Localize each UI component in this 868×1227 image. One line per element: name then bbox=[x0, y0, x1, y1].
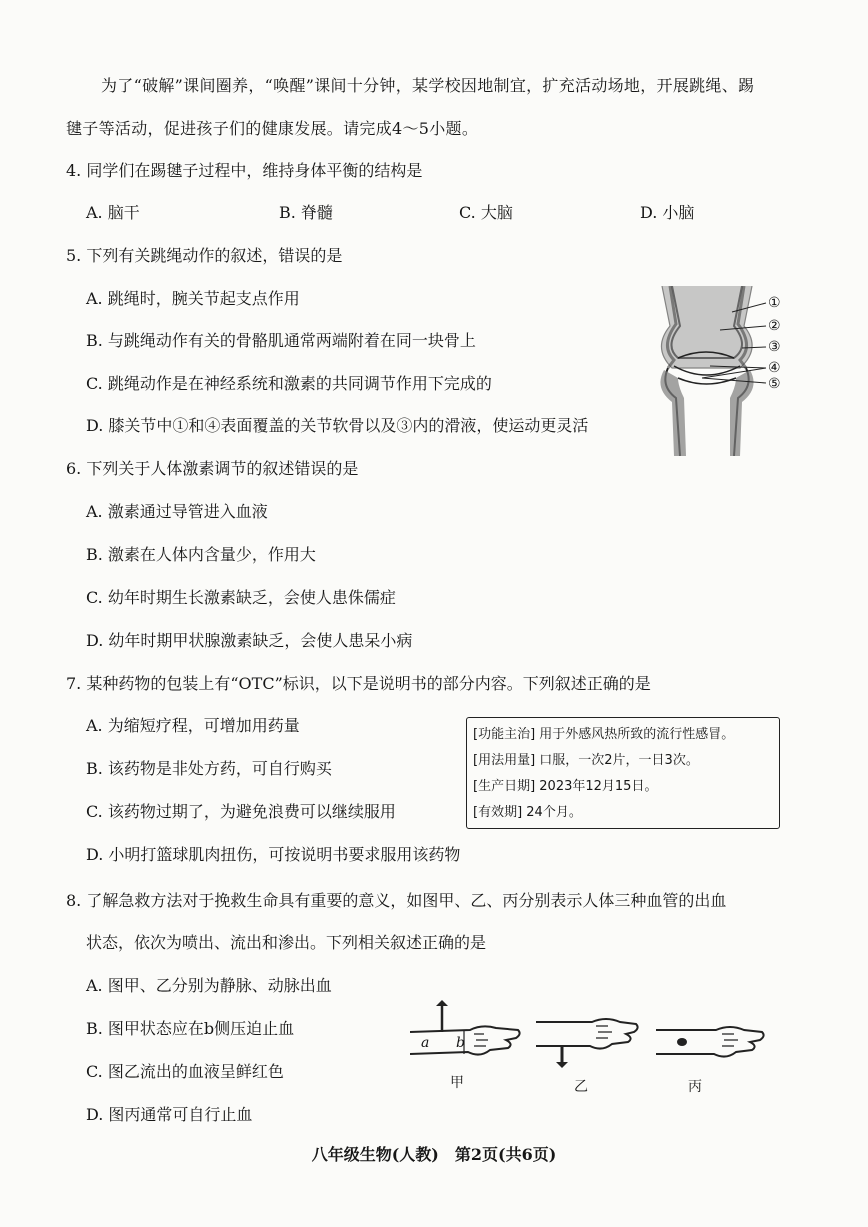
q6-option-c: C. 幼年时期生长激素缺乏，会使人患侏儒症 bbox=[86, 588, 396, 607]
question-8-stem-line-1: 8. 了解急救方法对于挽救生命具有重要的意义，如图甲、乙、丙分别表示人体三种血管的出血 bbox=[66, 891, 727, 910]
q5-option-a: A. 跳绳时，腕关节起支点作用 bbox=[86, 289, 300, 308]
arm-figure-bing bbox=[656, 1018, 768, 1068]
q6-option-d: D. 幼年时期甲状腺激素缺乏，会使人患呆小病 bbox=[86, 631, 413, 650]
q7-option-b: B. 该药物是非处方药，可自行购买 bbox=[86, 759, 332, 778]
medicine-label-box bbox=[466, 717, 780, 829]
question-4-stem: 4. 同学们在踢毽子过程中，维持身体平衡的结构是 bbox=[66, 161, 423, 180]
intro-line-2: 毽子等活动，促进孩子们的健康发展。请完成4～5小题。 bbox=[66, 119, 479, 138]
q6-option-b: B. 激素在人体内含量少，作用大 bbox=[86, 545, 316, 564]
label-line-dosage: [用法用量] 口服，一次2片，一日3次。 bbox=[473, 753, 699, 768]
q5-option-c: C. 跳绳动作是在神经系统和激素的共同调节作用下完成的 bbox=[86, 374, 492, 393]
label-line-production-date: [生产日期] 2023年12月15日。 bbox=[473, 779, 658, 794]
point-label-a: a bbox=[421, 1035, 430, 1051]
q8-option-c: C. 图乙流出的血液呈鲜红色 bbox=[86, 1062, 284, 1081]
q7-option-a: A. 为缩短疗程，可增加用药量 bbox=[86, 716, 300, 735]
q8-option-a: A. 图甲、乙分别为静脉、动脉出血 bbox=[86, 976, 332, 995]
knee-label-1: ① bbox=[768, 295, 781, 311]
knee-label-4: ④ bbox=[768, 360, 781, 376]
q8-option-d: D. 图丙通常可自行止血 bbox=[86, 1105, 253, 1124]
intro-line-1: 为了“破解”课间圈养，“唤醒”课间十分钟，某学校因地制宜，扩充活动场地，开展跳绳、踢 bbox=[101, 76, 755, 95]
q4-option-a: A. 脑干 bbox=[86, 203, 140, 222]
label-line-indications: [功能主治] 用于外感风热所致的流行性感冒。 bbox=[473, 727, 735, 742]
q6-option-a: A. 激素通过导管进入血液 bbox=[86, 502, 268, 521]
q4-option-c: C. 大脑 bbox=[459, 203, 513, 222]
knee-label-5: ⑤ bbox=[768, 376, 781, 392]
figure-label-bing: 丙 bbox=[688, 1079, 702, 1095]
question-8-stem-line-2: 状态，依次为喷出、流出和渗出。下列相关叙述正确的是 bbox=[86, 933, 487, 952]
figure-label-yi: 乙 bbox=[574, 1079, 588, 1095]
question-6-stem: 6. 下列关于人体激素调节的叙述错误的是 bbox=[66, 459, 359, 478]
q7-option-d: D. 小明打篮球肌肉扭伤，可按说明书要求服用该药物 bbox=[86, 845, 461, 864]
knee-label-2: ② bbox=[768, 318, 781, 334]
q7-option-c: C. 该药物过期了，为避免浪费可以继续服用 bbox=[86, 802, 396, 821]
q5-option-d: D. 膝关节中①和④表面覆盖的关节软骨以及③内的滑液，使运动更灵活 bbox=[86, 416, 589, 435]
q4-option-b: B. 脊髓 bbox=[279, 203, 333, 222]
point-label-b: b bbox=[456, 1035, 465, 1051]
q4-option-d: D. 小脑 bbox=[640, 203, 695, 222]
q5-option-b: B. 与跳绳动作有关的骨骼肌通常两端附着在同一块骨上 bbox=[86, 331, 476, 350]
q8-option-b: B. 图甲状态应在b侧压迫止血 bbox=[86, 1019, 295, 1038]
label-line-expiry: [有效期] 24个月。 bbox=[473, 805, 582, 820]
figure-label-jia: 甲 bbox=[450, 1075, 464, 1091]
question-5-stem: 5. 下列有关跳绳动作的叙述，错误的是 bbox=[66, 246, 343, 265]
arm-figure-yi bbox=[536, 1010, 641, 1070]
page-footer: 八年级生物(人教) 第2页(共6页) bbox=[311, 1145, 557, 1164]
knee-label-3: ③ bbox=[768, 339, 781, 355]
question-7-stem: 7. 某种药物的包装上有“OTC”标识，以下是说明书的部分内容。下列叙述正确的是 bbox=[66, 674, 651, 693]
